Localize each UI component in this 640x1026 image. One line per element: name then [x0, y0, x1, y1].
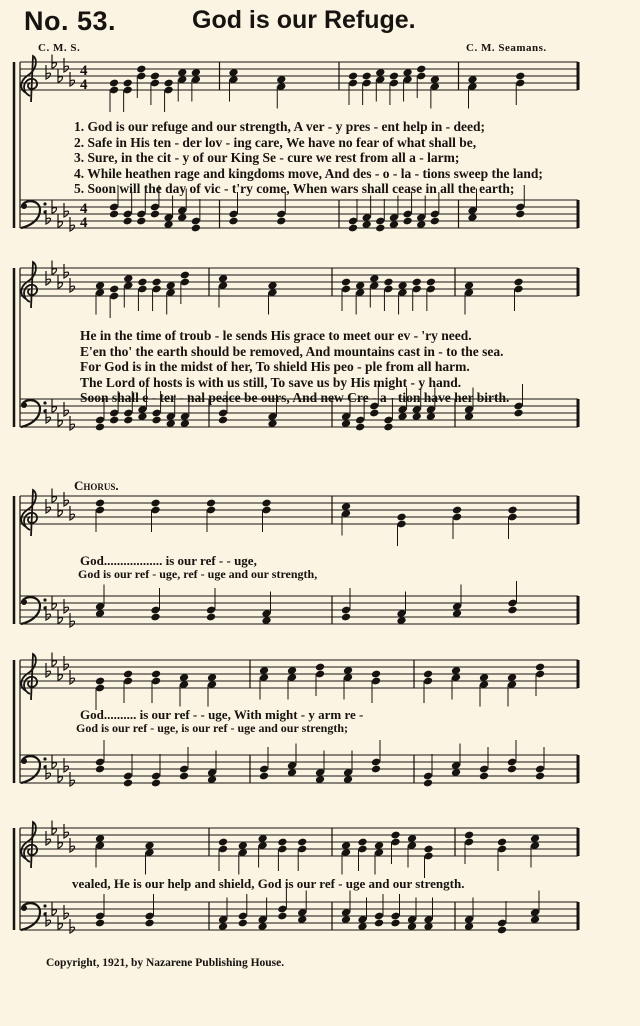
note-chord [151, 278, 161, 311]
key-signature [46, 653, 75, 685]
note-chord [530, 834, 540, 867]
verse-line: 3. Sure, in the cit - y of our King Se - cure we rest from all a - larm; [74, 150, 460, 165]
note-chord [179, 673, 189, 706]
note-chord [497, 901, 507, 934]
note-chord [430, 75, 440, 108]
copyright-notice: Copyright, 1921, by Nazarene Publishing House. [46, 957, 285, 969]
note-chord [374, 894, 384, 927]
note-chord [497, 838, 507, 871]
note-chord [95, 894, 105, 927]
verse-block-2 [80, 328, 509, 406]
staff-lines [20, 62, 578, 90]
key-signature [46, 489, 75, 521]
note-chord [423, 670, 433, 703]
note-chord [402, 192, 412, 225]
note-chord [109, 79, 119, 112]
note-chord [341, 891, 351, 924]
verse-line: 2. Safe in His ten - der lov - ing care, We have no fear of what shall be, [74, 134, 477, 150]
note-chord [416, 196, 426, 229]
note-chord [276, 192, 286, 225]
lyricist-credit: C. M. S. [38, 42, 81, 54]
treble-clef-icon [21, 822, 37, 868]
note-chord [397, 281, 407, 314]
key-signature [46, 821, 75, 853]
note-chord [177, 68, 187, 101]
verse-line: He in the time of troub - le sends His grace to meet our ev - 'ry need. [80, 328, 472, 343]
note-chord [144, 894, 154, 927]
note-chord [261, 499, 271, 532]
note-chord [123, 274, 133, 307]
note-chord [166, 281, 176, 314]
note-chord [123, 754, 133, 787]
note-chord [507, 673, 517, 706]
verse-line: 1. God is our refuge and our strength, A ver - y pres - ent help in - deed; [74, 119, 486, 134]
bass-clef-icon [21, 903, 47, 930]
note-chord [389, 196, 399, 229]
note-chord [362, 196, 372, 229]
bass-clef-icon [21, 201, 47, 228]
note-chord [426, 278, 436, 311]
verse-line: 4. While heathen rage and kingdoms move, And des - o - la - tions sweep the land; [74, 165, 543, 181]
note-chord [369, 274, 379, 307]
verse-line: For God is in the midst of her, To shield His peo - ple from all harm. [80, 359, 470, 374]
note-chord [535, 747, 545, 780]
note-chord [479, 673, 489, 706]
note-chord [191, 199, 201, 232]
note-chord [136, 192, 146, 225]
note-chord [297, 838, 307, 871]
note-chord [407, 834, 417, 867]
note-chord [267, 281, 277, 314]
treble-clef-icon [21, 654, 37, 700]
note-chord [109, 285, 119, 318]
verse-line: The Lord of hosts is with us still, To save us by His might - y hand. [80, 374, 462, 390]
note-chord [343, 751, 353, 784]
note-chord [257, 898, 267, 931]
note-chord [179, 747, 189, 780]
staff-lines [20, 200, 578, 228]
note-chord [371, 670, 381, 703]
note-chord [374, 841, 384, 874]
note-chord [507, 581, 517, 614]
note-chord [95, 834, 105, 867]
verse-line: Soon shall e - ter - nal peace be ours, And new Cre - a - tion have her birth. [80, 390, 510, 405]
verse-block-1 [74, 119, 543, 197]
note-chord [257, 834, 267, 867]
time-signature [80, 201, 88, 231]
treble-clef-icon [21, 490, 37, 536]
note-chord [180, 271, 190, 304]
note-chord [348, 199, 358, 232]
note-chord [150, 499, 160, 532]
note-chord [430, 192, 440, 225]
note-chord [535, 663, 545, 696]
note-chord [479, 747, 489, 780]
note-chord [464, 898, 474, 931]
chorus-lyric-1-upper: God.................. is our ref - - uge, [80, 553, 257, 568]
note-chord [357, 838, 367, 871]
note-chord [276, 75, 286, 108]
note-chord [412, 278, 422, 311]
note-chord [95, 585, 105, 618]
chorus-lyric-2-lower: God is our ref - uge, is our ref - uge and our strength; [76, 721, 349, 735]
note-chord [315, 751, 325, 784]
key-signature [46, 200, 75, 232]
note-chord [452, 506, 462, 539]
note-chord [228, 68, 238, 101]
note-chord [95, 499, 105, 532]
composer-credit: C. M. Seamans. [466, 42, 547, 54]
svg-text:4: 4 [80, 215, 88, 231]
note-chord [218, 274, 228, 307]
bass-clef-icon [21, 756, 47, 783]
note-chord [287, 744, 297, 777]
note-chord [375, 68, 385, 101]
note-chord [238, 841, 248, 874]
note-chord [95, 281, 105, 314]
key-signature [46, 755, 75, 787]
treble-clef-icon [21, 56, 37, 102]
note-chord [137, 278, 147, 311]
note-chord [452, 585, 462, 618]
note-chord [191, 68, 201, 101]
note-chord [513, 384, 523, 417]
note-chord [390, 831, 400, 864]
note-chord [402, 68, 412, 101]
key-signature [46, 261, 75, 293]
note-chord [513, 278, 523, 311]
note-chord [464, 281, 474, 314]
note-chord [423, 754, 433, 787]
note-chord [218, 838, 228, 871]
note-chord [396, 513, 406, 546]
note-chord [451, 666, 461, 699]
note-chord [357, 898, 367, 931]
note-chord [207, 673, 217, 706]
note-chord [389, 72, 399, 105]
note-chord [396, 592, 406, 625]
note-chord [315, 663, 325, 696]
note-chord [383, 278, 393, 311]
note-chord [451, 744, 461, 777]
note-chord [515, 72, 525, 105]
hymn-title: God is our Refuge. [192, 6, 416, 34]
bass-clef-icon [21, 597, 47, 624]
note-chord [341, 502, 351, 535]
note-chord [150, 72, 160, 105]
note-chord [151, 754, 161, 787]
note-chord [163, 79, 173, 112]
key-signature [46, 55, 75, 87]
key-signature [46, 399, 75, 431]
chorus-label: Chorus. [74, 478, 119, 493]
note-chord [95, 677, 105, 710]
note-chord [228, 192, 238, 225]
treble-clef-icon [21, 262, 37, 308]
note-chord [207, 751, 217, 784]
note-chord [259, 747, 269, 780]
note-chord [259, 666, 269, 699]
chorus-lyric-2-upper: God.......... is our ref - - uge, With might - y arm re - [80, 707, 364, 722]
note-chord [423, 845, 433, 878]
key-signature [46, 596, 75, 628]
note-chord [123, 79, 133, 112]
note-chord [407, 898, 417, 931]
svg-text:4: 4 [80, 201, 88, 217]
verse-line: E'en tho' the earth should be removed, And mountains cast in - to the sea. [80, 343, 504, 359]
note-chord [238, 894, 248, 927]
staff-lines [20, 660, 578, 688]
note-chord [287, 666, 297, 699]
note-chord [123, 192, 133, 225]
svg-text:4: 4 [80, 77, 88, 93]
chorus-lyric-1-lower: God is our ref - uge, ref - uge and our strength, [78, 567, 318, 581]
note-chord [343, 666, 353, 699]
bass-clef-icon [21, 400, 47, 427]
note-chord [136, 65, 146, 98]
note-chord [150, 588, 160, 621]
note-chord [507, 506, 517, 539]
note-chord [530, 891, 540, 924]
note-chord [261, 592, 271, 625]
verse-line: 5. Soon will the day of vic - t'ry come, When wars shall cease in all the earth; [74, 181, 515, 196]
key-signature [46, 902, 75, 934]
note-chord [206, 499, 216, 532]
note-chord [123, 670, 133, 703]
note-chord [95, 740, 105, 773]
note-chord [423, 898, 433, 931]
note-chord [163, 196, 173, 229]
hymn-number: No. 53. [24, 6, 117, 36]
note-chord [341, 278, 351, 311]
note-chord [341, 588, 351, 621]
note-chord [206, 588, 216, 621]
note-chord [467, 75, 477, 108]
note-chord [416, 65, 426, 98]
note-chord [277, 838, 287, 871]
note-chord [277, 887, 287, 920]
note-chord [341, 841, 351, 874]
note-chord [390, 894, 400, 927]
svg-text:4: 4 [80, 63, 88, 79]
note-chord [464, 831, 474, 864]
note-chord [371, 740, 381, 773]
note-chord [297, 891, 307, 924]
note-chord [218, 898, 228, 931]
note-chord [507, 740, 517, 773]
note-chord [144, 841, 154, 874]
note-chord [362, 72, 372, 105]
note-chord [151, 670, 161, 703]
chorus-lyric-3: vealed, He is our help and shield, God is our ref - uge and our strength. [72, 876, 465, 891]
note-chord [348, 72, 358, 105]
time-signature [80, 63, 88, 93]
note-chord [355, 281, 365, 314]
note-chord [375, 199, 385, 232]
